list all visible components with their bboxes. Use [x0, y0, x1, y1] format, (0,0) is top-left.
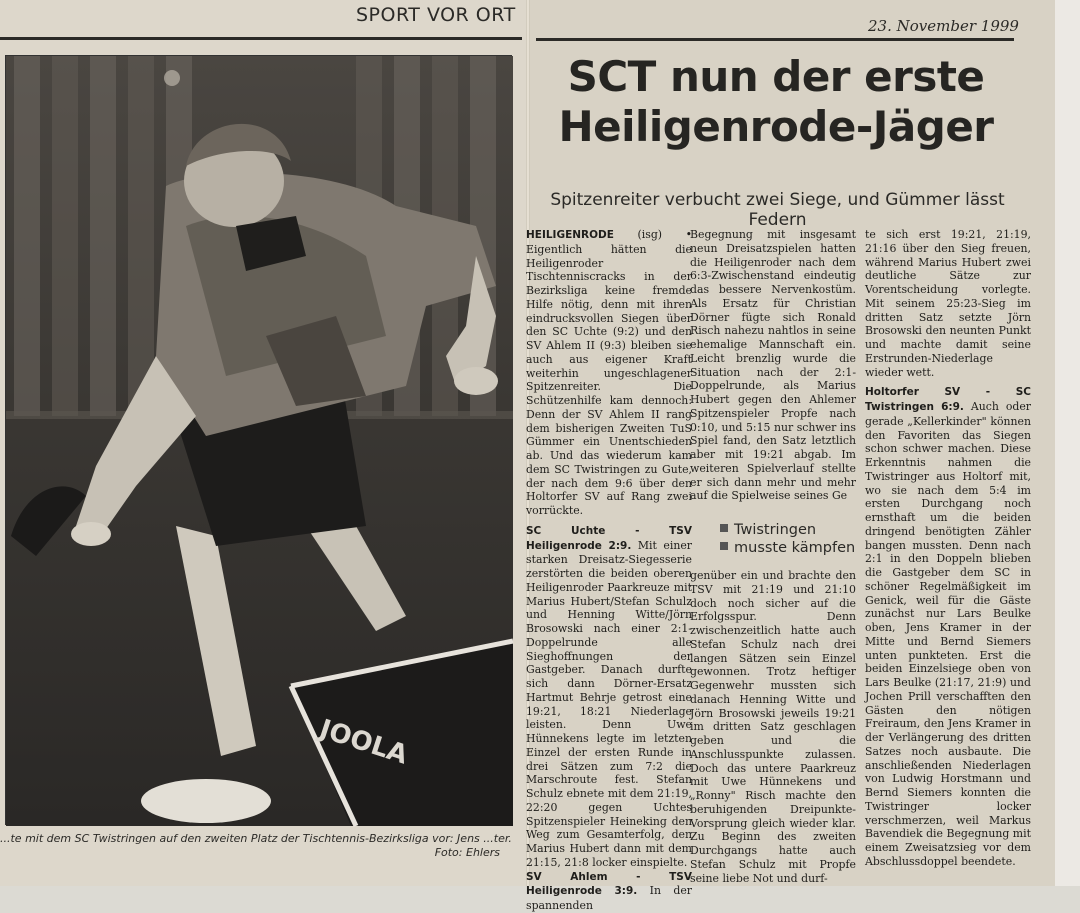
interhead-line-2: musste kämpfen	[734, 540, 856, 556]
bullet-square-icon	[720, 542, 728, 550]
article-column-2	[690, 228, 856, 884]
article-headline	[536, 52, 1016, 151]
article-body	[526, 228, 1048, 912]
article-subheadline: Spitzenreiter verbucht zwei Siege, und Gümmer lässt Federn	[550, 190, 1005, 230]
press-photo-table-tennis-player	[5, 55, 512, 825]
paragraph-uchte	[526, 524, 692, 870]
subhead-ahlem-heiligenrode: SV Ahlem - TSV Heiligenrode 3:9.	[526, 870, 692, 898]
paragraph-ahlem	[526, 870, 692, 913]
interhead-line-1: Twistringen	[734, 522, 817, 538]
background-surface	[1055, 0, 1080, 886]
header-rule-left	[0, 37, 522, 40]
holtorf-text: Auch oder gerade „Kellerkinder" können den Favoriten das Siegen schon schwer machen. Diese Erkenntnis nahmen die Twistringer aus Holtorf mit, wo sie nach dem 5:4 im ersten Durchgang noch ernsthaft um die beiden dringend benötigten Zähler bangen mussten. Denn nach 2:1 in den Doppeln blieben die Gastgeber dem SC in schöner Regelmäßigkeit im Genick, weil für die Gäste zunächst nur Lars Beulke oben, Jens Kramer in der Mitte und Bernd Siemers unten punkteten. Erst die beiden Einzelsiege oben von Lars Beulke (21:17, 21:9) und Jochen Prill verschafften den Gästen den nötigen Freiraum, den Jens Kramer in der Verlängerung des dritten Satzes noch ausbaute. Die anschließenden Niederlagen von Ludwig Horstmann und Bernd Siemers konnten die Twistringer locker verschmerzen, weil Markus Bavendiek die Begegnung mit einem Zweisatzsieg vor dem Abschlussdoppel beendete.	[865, 400, 1032, 868]
col2-bottom-text: genüber ein und brachte den TSV mit 21:19 und 21:10 doch noch sicher auf die Erfolgsspur. Denn zwischenzeitlich hatte auch Stefan Schulz nach drei langen Sätzen sein Einzel gewonnen. Trotz heftiger Gegenwehr mussten sich danach Henning Witte und Jörn Brosowski jeweils 19:21 im dritten Satz geschlagen geben und die Anschlusspunkte zulassen. Doch das untere Paarkreuz mit Uwe Hünnekens und „Ronny" Risch machte den beruhigenden Dreipunkte-Vorsprung gleich wieder klar. Zu Beginn des zweiten Durchgangs hatte auch Stefan Schulz mit Propfe seine liebe Not und durf-	[690, 569, 856, 885]
header-rule-right	[536, 38, 1014, 41]
headline-line-2: Heiligenrode-Jäger	[558, 101, 994, 151]
section-rubric: SPORT VOR ORT	[356, 4, 516, 26]
photo-credit: Foto: Ehlers	[434, 846, 500, 859]
col3-top-text: te sich erst 19:21, 21:19, 21:16 über den Sieg freuen, während Marius Hubert zwei deutliche Sätze zur Vorentscheidung vorlegte. Mit seinem 25:23-Sieg im dritten Satz setzte Jörn Brosowski den neunten Punkt und machte damit seine Erstrunden-Niederlage wieder wett.	[865, 228, 1031, 379]
intro-text: (isg) • Eigentlich hätten die Heiligenroder Tischtenniscracks in der Bezirksliga keine fremde Hilfe nötig, denn mit ihren eindrucksvollen Siegen über den SC Uchte (9:2) und den SV Ahlem II (9:3) bleiben sie auch aus eigener Kraft weiterhin ungeschlagener Spitzenreiter. Die Schützenhilfe kam dennoch: Denn der SV Ahlem II rang dem bisherigen Zweiten TuS Gümmer ein Unentschieden ab. Und das wiederum kam dem SC Twistringen zu Gute, der nach dem 9:6 über den Holtorfer SV auf Rang zwei vorrückte.	[526, 228, 692, 517]
uchte-text: Mit einer starken Dreisatz-Siegesserie zerstörten die beiden oberen Heiligenroder Paarkreuze mit Marius Hubert/Stefan Schulz und Henning Witte/Jörn Brosowski nach einer 2:1-Doppelrunde alle Sieghoffnungen der Gastgeber. Danach durfte sich dann Dörner-Ersatz Hartmut Behrje getrost eine 19:21, 18:21 Niederlage leisten. Denn Uwe Hünnekens legte im letzten Einzel der ersten Runde in drei Sätzen zum 7:2 die Marschroute fest. Stefan Schulz ebnete mit dem 21:19, 22:20 gegen Uchtes Spitzenspieler Heineking den Weg zum Gesamterfolg, den Marius Hubert dann mit dem 21:15, 21:8 locker einspielte.	[526, 538, 692, 869]
table-brand-logo: JOOLA	[315, 714, 412, 771]
subhead-uchte-heiligenrode: SC Uchte - TSV Heiligenrode 2:9.	[526, 524, 692, 552]
photo-caption	[0, 832, 512, 859]
dateline: HEILIGENRODE	[526, 229, 614, 241]
article-column-3	[865, 228, 1031, 884]
headline-line-1: SCT nun der erste	[567, 52, 985, 101]
article-column-1	[526, 228, 692, 912]
issue-date: 23. November 1999	[868, 17, 1019, 35]
bullet-square-icon	[720, 524, 728, 532]
paragraph-holtorf	[865, 385, 1031, 868]
ahlem-text-start: In der spannenden	[526, 884, 692, 912]
caption-text: ...te mit dem SC Twistringen auf den zweiten Platz der Tischtennis-Bezirksliga vor: Jens ...ter.	[0, 832, 512, 845]
photo-illustration	[6, 56, 513, 826]
subhead-holtorf-twistringen: Holtorfer SV - SC Twistringen 6:9.	[865, 386, 1031, 413]
interheadline	[720, 521, 856, 557]
article-intro	[526, 228, 692, 518]
col2-top-text: Begegnung mit insgesamt neun Dreisatzspielen hatten die Heiligenroder nach dem 6:3-Zwischenstand eindeutig das bessere Nervenkostüm. Als Ersatz für Christian Dörner fügte sich Ronald Risch nahezu nahtlos in seine ehemalige Mannschaft ein. Leicht brenzlig wurde die Situation nach der 2:1-Doppelrunde, als Marius Hubert gegen den Ahlemer Spitzenspieler Propfe nach 0:10, und 5:15 nur schwer ins Spiel fand, den Satz letztlich aber mit 19:21 abgab. Im weiteren Spielverlauf stellte er sich dann mehr und mehr auf die Spielweise seines Ge	[690, 228, 856, 503]
